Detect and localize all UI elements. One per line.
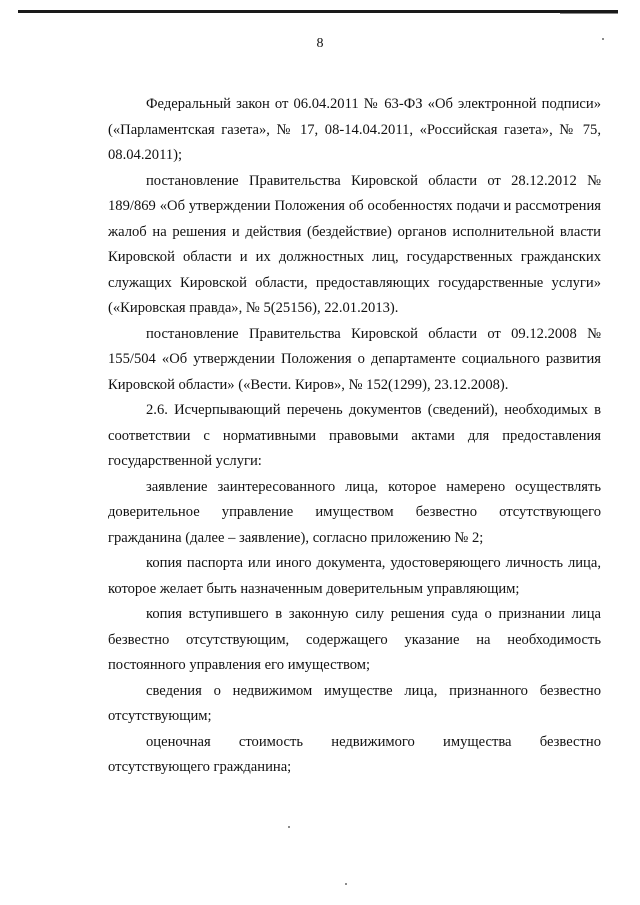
top-border-line-faint bbox=[560, 13, 618, 14]
scan-speck bbox=[288, 826, 290, 828]
paragraph-resolution-155-504: постановление Правительства Кировской области от 09.12.2008 № 155/504 «Об утверждении Положения о департаменте социального развития Кировской области» («Вести. Киров», № 152(1299), 23.12.2008). bbox=[108, 325, 601, 393]
document-body bbox=[108, 92, 601, 781]
scan-speck bbox=[602, 38, 604, 40]
list-item-court-decision-copy: копия вступившего в законную силу решения суда о признании лица безвестно отсутствующим, содержащего указание на необходимость постоянного управления его имуществом; bbox=[108, 606, 601, 673]
list-item-application: заявление заинтересованного лица, которое намерено осуществлять доверительное управление имуществом безвестно отсутствующего гражданина (далее – заявление), согласно приложению № 2; bbox=[108, 478, 601, 546]
scan-speck bbox=[345, 883, 347, 885]
top-border-line bbox=[18, 10, 618, 13]
page-number: 8 bbox=[316, 36, 324, 51]
list-item-valuation: оценочная стоимость недвижимого имущества безвестно отсутствующего гражданина; bbox=[108, 733, 601, 775]
paragraph-resolution-189-869: постановление Правительства Кировской области от 28.12.2012 № 189/869 «Об утверждении Положения об особенностях подачи и рассмотрения жалоб на решения и действия (бездействие) органов исполнительной власти Кировской области и их должностных лиц, государственных гражданских служащих Кировской области, предоставляющих государственные услуги» («Кировская правда», № 5(25156), 22.01.2013). bbox=[108, 172, 601, 316]
paragraph-federal-law: Федеральный закон от 06.04.2011 № 63-ФЗ «Об электронной подписи» («Парламентская газета», № 17, 08-14.04.2011, «Российская газета», № 75, 08.04.2011); bbox=[108, 96, 601, 163]
list-item-real-estate-info: сведения о недвижимом имуществе лица, признанного безвестно отсутствующим; bbox=[108, 682, 601, 724]
paragraph-section-2-6: 2.6. Исчерпывающий перечень документов (сведений), необходимых в соответствии с нормативными правовыми актами для предоставления государственной услуги: bbox=[108, 402, 601, 469]
list-item-passport-copy: копия паспорта или иного документа, удостоверяющего личность лица, которое желает быть назначенным доверительным управляющим; bbox=[108, 555, 601, 597]
